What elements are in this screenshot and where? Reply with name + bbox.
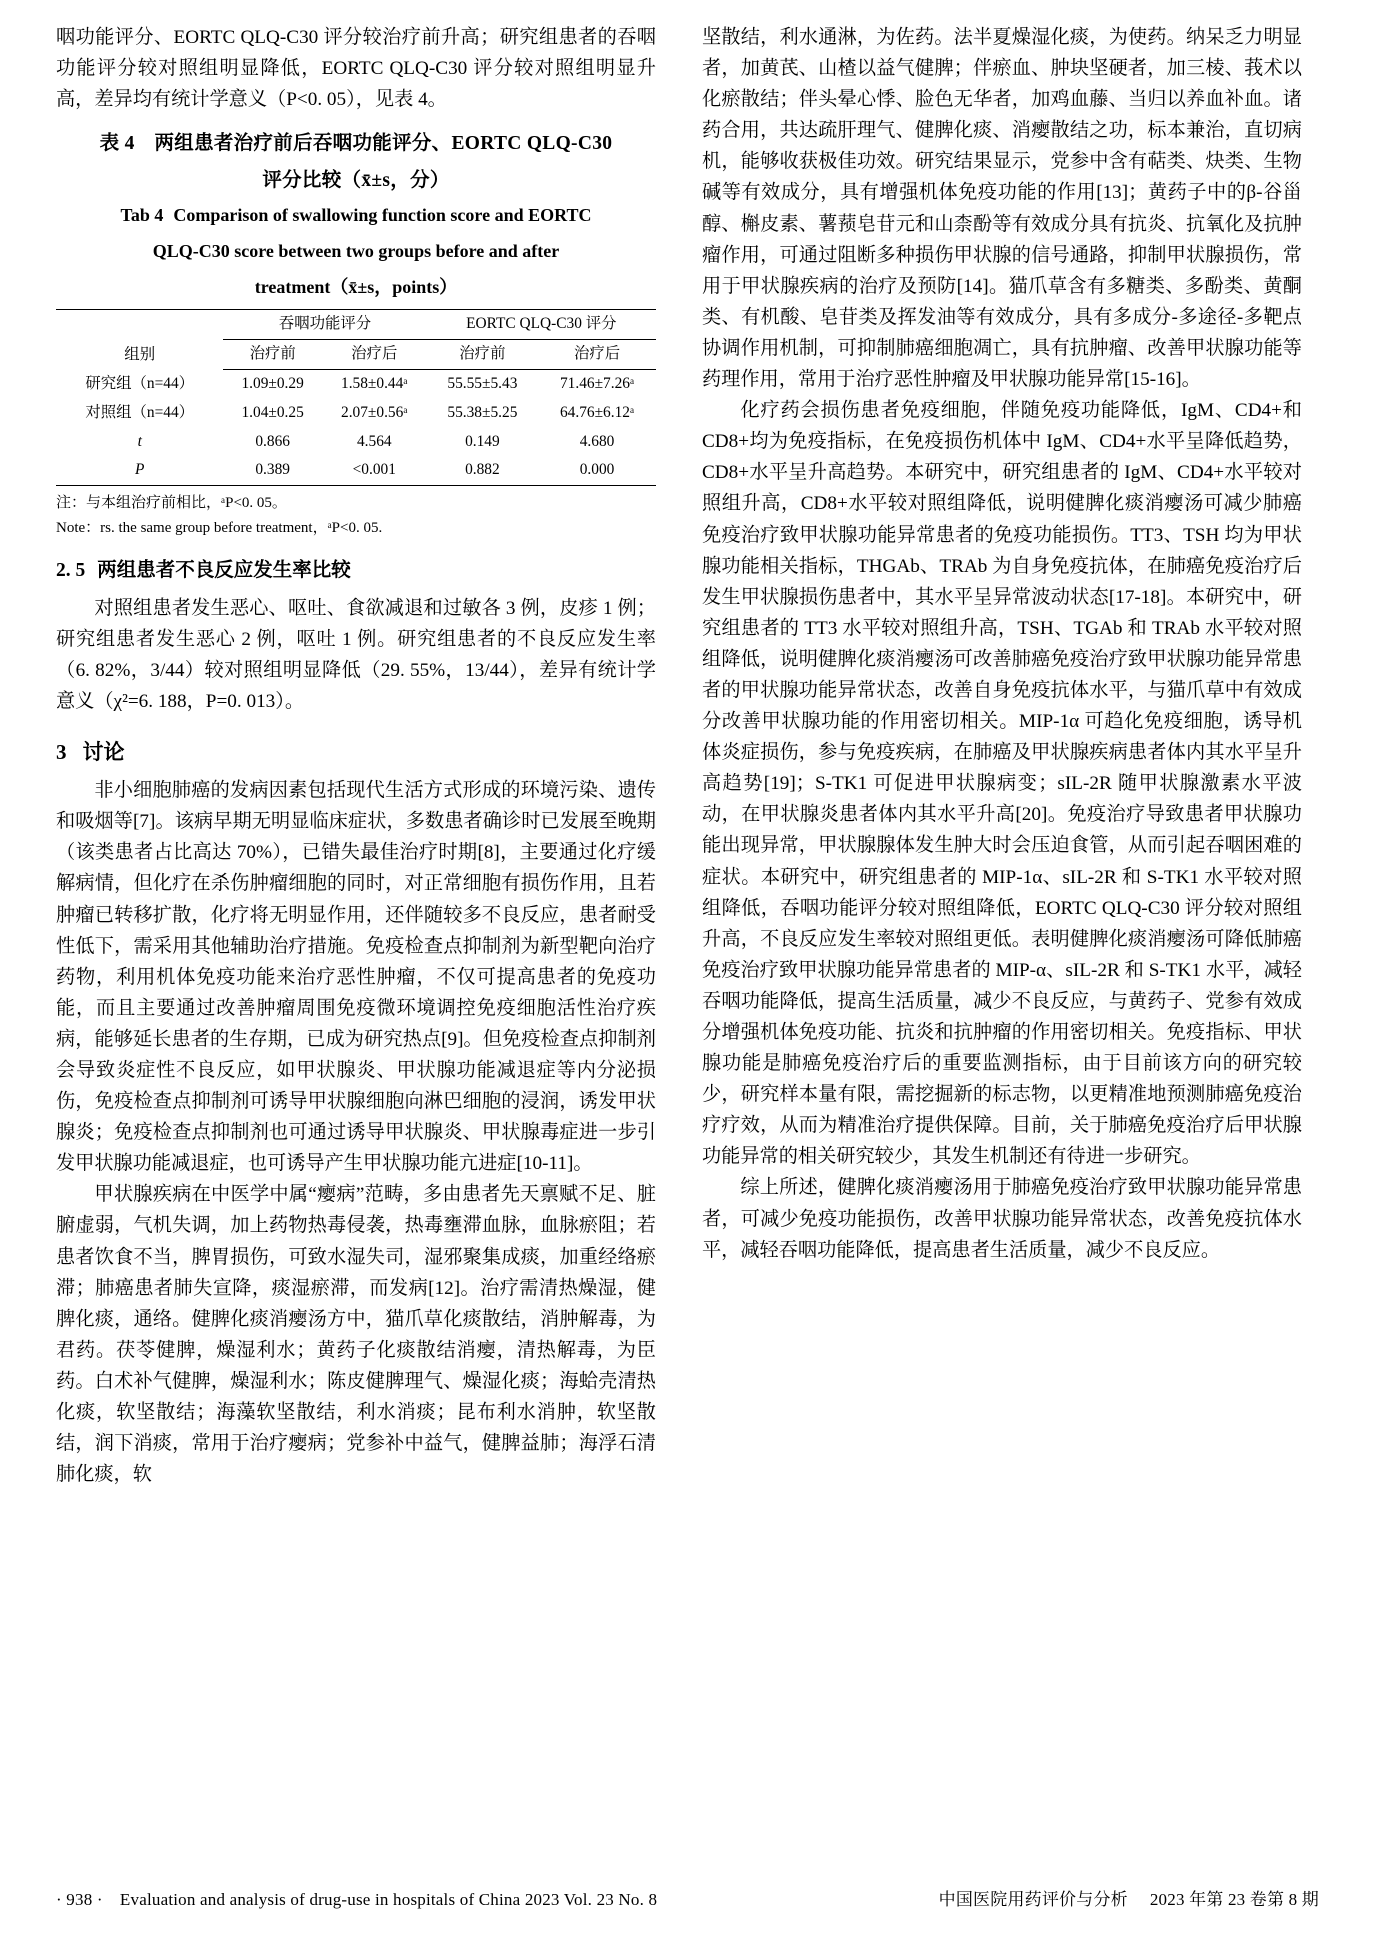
section-title: 讨论 xyxy=(82,740,125,765)
cell: 0.866 xyxy=(255,432,290,450)
cell: 55.55±5.43 xyxy=(447,374,518,392)
paragraph-intro: 咽功能评分、EORTC QLQ-C30 评分较治疗前升高；研究组患者的吞咽功能评分较对照组明显降低，EORTC QLQ-C30 评分较对照组明显升高，差异均有统计学意义（P<0. 05），见表 4。 xyxy=(56,27,656,111)
table-row xyxy=(56,369,656,398)
header-sub-2: 治疗后 xyxy=(322,340,427,370)
cell: 0.149 xyxy=(465,432,500,450)
cell: 1.04±0.25 xyxy=(241,403,304,421)
left-column xyxy=(56,22,656,1812)
cell: 0.389 xyxy=(223,456,322,485)
cell: 71.46±7.26ᵃ xyxy=(559,374,635,392)
header-sub-1: 治疗前 xyxy=(223,340,322,370)
table-4 xyxy=(56,309,656,486)
row-label: 研究组（n=44） xyxy=(85,374,195,392)
footer-left: · 938 · Evaluation and analysis of drug-use in hospitals of China 2023 Vol. 23 No. 8 xyxy=(56,1890,658,1909)
header-sub-3: 治疗前 xyxy=(427,340,538,370)
header-group-col: 组别 xyxy=(56,310,223,370)
paragraph-2-5: 对照组患者发生恶心、呕吐、食欲减退和过敏各 3 例，皮疹 1 例；研究组患者发生恶心 2 例，呕吐 1 例。研究组患者的不良反应发生率（6. 82%，3/44）较对照组明显降低（29. 55%，13/44），差异有统计学意义（χ²=6. 188，P=0. 013）。 xyxy=(56,597,656,713)
header-sub-4: 治疗后 xyxy=(538,340,656,370)
table-note-en: Note：rs. the same group before treatment，ᵃP<0. 05. xyxy=(56,519,383,536)
header-group-swallow: 吞咽功能评分 xyxy=(223,310,426,340)
row-label: 对照组（n=44） xyxy=(85,403,195,421)
table-row xyxy=(56,399,656,428)
section-number: 3 xyxy=(56,740,67,765)
cell: <0.001 xyxy=(322,456,427,485)
page-footer xyxy=(56,1885,1319,1910)
paragraph-3-2: 甲状腺疾病在中医学中属“瘿病”范畴，多由患者先天禀赋不足、脏腑虚弱，气机失调，加上药物热毒侵袭，热毒壅滞血脉，血脉瘀阻；若患者饮食不当，脾胃损伤，可致水湿失司，湿邪聚集成痰，加重经络瘀滞；肺癌患者肺失宣降，痰湿瘀滞，而发病[12]。治疗需清热燥湿，健脾化痰，通络。健脾化痰消瘿汤方中，猫爪草化痰散结，消肿解毒，为君药。茯苓健脾，燥湿利水；黄药子化痰散结消瘿，清热解毒，为臣药。白术补气健脾，燥湿利水；陈皮健脾理气、燥湿化痰；海蛤壳清热化痰，软坚散结；海藻软坚散结，利水消痰；昆布利水消肿，软坚散结，润下消痰，常用于治疗瘿病；党参补中益气，健脾益肺；海浮石清肺化痰，软 xyxy=(56,1184,656,1486)
paragraph-r3: 综上所述，健脾化痰消瘿汤用于肺癌免疫治疗致甲状腺功能异常患者，可减少免疫功能损伤，改善甲状腺功能异常状态，改善免疫抗体水平，减轻吞咽功能降低，提高患者生活质量，减少不良反应。 xyxy=(702,1177,1302,1261)
row-label: t xyxy=(137,432,142,450)
table-4-block xyxy=(56,129,656,539)
paragraph-3-1: 非小细胞肺癌的发病因素包括现代生活方式形成的环境污染、遗传和吸烟等[7]。该病早期无明显临床症状，多数患者确诊时已发展至晚期（该类患者占比高达 70%），已错失最佳治疗时期[8]，主要通过化疗缓解病情，但化疗在杀伤肿瘤细胞的同时，对正常细胞有损伤作用，且若肿瘤已转移扩散，化疗将无明显作用，还伴随较多不良反应，患者耐受性低下，需采用其他辅助治疗措施。免疫检查点抑制剂为新型靶向治疗药物，利用机体免疫功能来治疗恶性肿瘤，不仅可提高患者的免疫功能，而且主要通过改善肿瘤周围免疫微环境调控免疫细胞活性治疗疾病，能够延长患者的生存期，已成为研究热点[9]。但免疫检查点抑制剂会导致炎症性不良反应，如甲状腺炎、甲状腺功能减退症等内分泌损伤，免疫检查点抑制剂可诱导甲状腺细胞向淋巴细胞的浸润，诱发甲状腺炎；免疫检查点抑制剂也可通过诱导甲状腺炎、甲状腺毒症进一步引发甲状腺功能减退症，也可诱导产生甲状腺功能亢进症[10-11]。 xyxy=(56,780,656,1175)
table-row xyxy=(56,456,656,485)
table-title-cn-line2: 评分比较（x̄±s，分） xyxy=(262,169,450,191)
cell: 1.58±0.44ᵃ xyxy=(341,374,408,392)
section-heading-3 xyxy=(56,735,656,769)
footer-issue: 2023 年第 23 卷第 8 期 xyxy=(1149,1890,1319,1909)
cell: 4.680 xyxy=(579,432,615,450)
footer-journal-name: 中国医院用药评价与分析 xyxy=(938,1890,1128,1909)
two-column-body xyxy=(56,22,1319,1812)
row-label: P xyxy=(56,456,223,485)
cell: 55.38±5.25 xyxy=(447,403,518,421)
cell: 64.76±6.12ᵃ xyxy=(559,403,635,421)
cell: 0.882 xyxy=(427,456,538,485)
paragraph-r2: 化疗药会损伤患者免疫细胞，伴随免疫功能降低，IgM、CD4+和 CD8+均为免疫指标，在免疫损伤机体中 IgM、CD4+水平呈降低趋势，CD8+水平呈升高趋势。本研究中，研究组患者的 IgM、CD4+水平较对照组升高，CD8+水平较对照组降低，说明健脾化痰消瘿汤可减少肺癌免疫治疗致甲状腺功能异常患者的免疫功能损伤。TT3、TSH 均为甲状腺功能相关指标，THGAb、TRAb 为自身免疫抗体，在肺癌免疫治疗后发生甲状腺损伤患者中，其水平呈异常波动状态[17-18]。本研究中，研究组患者的 TT3 水平较对照组升高，TSH、TGAb 和 TRAb 水平较对照组降低，说明健脾化痰消瘿汤可改善肺癌免疫治疗致甲状腺功能异常患者的甲状腺功能异常状态，改善自身免疫抗体水平，与猫爪草中有效成分改善甲状腺功能的作用密切相关。MIP-1α 可趋化免疫细胞，诱导机体炎症损伤，参与免疫疾病，在肺癌及甲状腺疾病患者体内其水平呈升高趋势[19]；S-TK1 可促进甲状腺病变；sIL-2R 随甲状腺激素水平波动，在甲状腺炎患者体内其水平升高[20]。免疫治疗导致患者甲状腺功能出现异常，甲状腺腺体发生肿大时会压迫食管，从而引起吞咽困难的症状。本研究中，研究组患者的 MIP-1α、sIL-2R 和 S-TK1 水平较对照组降低，吞咽功能评分较对照组降低，EORTC QLQ-C30 评分较对照组升高，不良反应发生率较对照组更低。表明健脾化痰消瘿汤可降低肺癌免疫治疗致甲状腺功能异常患者的 MIP-α、sIL-2R 和 S-TK1 水平，减轻吞咽功能降低，提高生活质量，减少不良反应，与黄药子、党参有效成分增强机体免疫功能、抗炎和抗肿瘤的作用密切相关。免疫指标、甲状腺功能是肺癌免疫治疗后的重要监测指标，由于目前该方向的研究较少，研究样本量有限，需挖掘新的标志物，以更精准地预测肺癌免疫治疗疗效，从而为精准治疗提供保障。目前，关于肺癌免疫治疗后甲状腺功能异常的相关研究较少，其发生机制还有待进一步研究。 xyxy=(702,400,1302,1168)
section-title: 两组患者不良反应发生率比较 xyxy=(97,560,351,582)
right-column xyxy=(702,22,1302,1812)
cell: 0.000 xyxy=(538,456,656,485)
section-number: 2. 5 xyxy=(56,560,86,582)
table-title-en-line1: Comparison of swallowing function score and EORTC xyxy=(173,204,592,225)
table-note-cn: 注：与本组治疗前相比，ᵃP<0. 05。 xyxy=(56,495,287,512)
cell: 1.09±0.29 xyxy=(241,374,304,392)
section-heading-2-5 xyxy=(56,555,656,587)
cell: 2.07±0.56ᵃ xyxy=(341,403,408,421)
cell: 4.564 xyxy=(356,432,392,450)
table-title-en-line3: treatment（x̄±s，points） xyxy=(254,276,458,297)
header-group-qlq: EORTC QLQ-C30 评分 xyxy=(427,310,656,340)
table-header-row-1 xyxy=(56,310,656,340)
table-title-en-line2: QLQ-C30 score between two groups before and after xyxy=(152,240,560,261)
table-title-en-lead: Tab 4 xyxy=(120,204,164,225)
footer-right xyxy=(939,1885,1319,1910)
table-title-cn-line1: 表 4 两组患者治疗前后吞咽功能评分、EORTC QLQ-C30 xyxy=(99,133,613,155)
paragraph-r1: 坚散结，利水通淋，为佐药。法半夏燥湿化痰，为使药。纳呆乏力明显者，加黄芪、山楂以益气健脾；伴瘀血、肿块坚硬者，加三棱、莪术以化瘀散结；伴头晕心悸、脸色无华者，加鸡血藤、当归以养血补血。诸药合用，共达疏肝理气、健脾化痰、消瘿散结之功，标本兼治，直切病机，能够收获极佳功效。研究结果显示，党参中含有萜类、炔类、生物碱等有效成分，具有增强机体免疫功能的作用[13]；黄药子中的β-谷甾醇、槲皮素、薯蓣皂苷元和山柰酚等有效成分具有抗炎、抗氧化及抗肿瘤作用，可通过阻断多种损伤甲状腺的信号通路，抑制甲状腺损伤，常用于甲状腺疾病的治疗及预防[14]。猫爪草含有多糖类、多酚类、黄酮类、有机酸、皂苷类及挥发油等有效成分，具有多成分-多途径-多靶点协调作用机制，可抑制肺癌细胞凋亡，具有抗肿瘤、改善甲状腺功能等药理作用，常用于治疗恶性肿瘤及甲状腺功能异常[15-16]。 xyxy=(702,27,1302,391)
table-row xyxy=(56,428,656,457)
